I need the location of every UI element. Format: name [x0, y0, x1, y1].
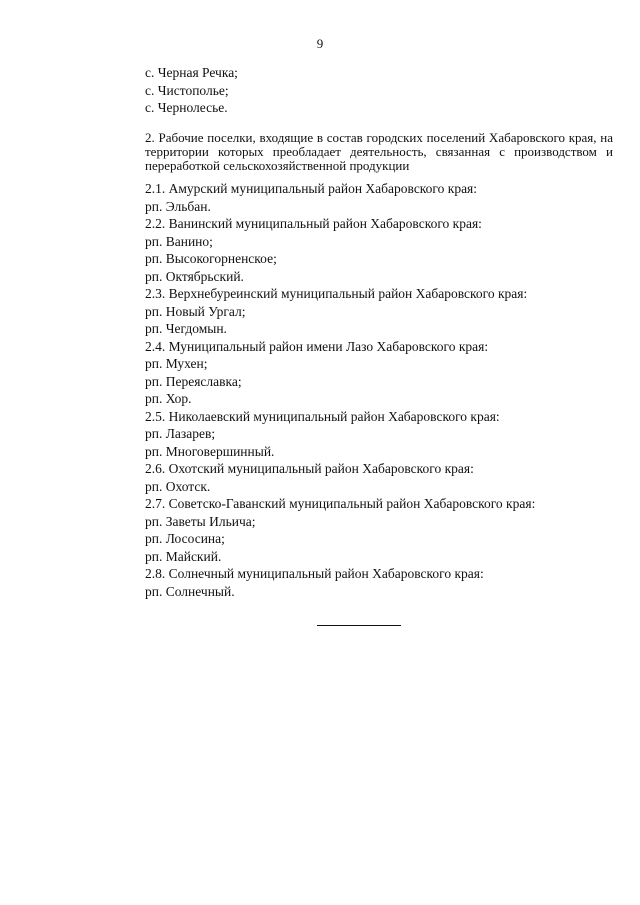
district-heading: 2.6. Охотский муниципальный район Хабаровского края: — [145, 461, 474, 476]
end-divider — [317, 625, 401, 626]
district-heading: 2.5. Николаевский муниципальный район Хабаровского края: — [145, 408, 500, 424]
list-item: рп. Переяславка; — [145, 373, 242, 389]
list-item: рп. Новый Ургал; — [145, 303, 246, 319]
village-list — [145, 64, 613, 117]
section-heading: 2. Рабочие поселки, входящие в состав городских поселений Хабаровского края, на территории которых преобладает деятельность, связанная с производством и переработкой сельскохозяйственной продукции — [145, 130, 613, 173]
district-heading: 2.8. Солнечный муниципальный район Хабаровского края: — [145, 566, 484, 581]
list-item: с. Черная Речка; — [145, 65, 238, 80]
district-heading: 2.1. Амурский муниципальный район Хабаровского края: — [145, 181, 478, 196]
district-list — [145, 180, 613, 600]
list-item: рп. Солнечный. — [145, 583, 235, 599]
list-item: рп. Ванино; — [145, 233, 213, 249]
list-item: рп. Высокогорненское; — [145, 251, 277, 266]
district-heading: 2.4. Муниципальный район имени Лазо Хабаровского края: — [145, 338, 489, 354]
list-item: с. Чистополье; — [145, 82, 229, 98]
list-item: рп. Чегдомын. — [145, 321, 227, 336]
list-item: рп. Заветы Ильича; — [145, 513, 256, 529]
page-number: 9 — [316, 36, 324, 51]
district-heading: 2.7. Советско-Гаванский муниципальный район Хабаровского края: — [145, 496, 536, 511]
list-item: рп. Октябрьский. — [145, 268, 244, 284]
list-item: рп. Лососина; — [145, 531, 225, 546]
list-item: рп. Лазарев; — [145, 426, 216, 441]
list-item: рп. Майский. — [145, 548, 222, 564]
list-item: рп. Многовершинный. — [145, 443, 275, 459]
district-heading: 2.3. Верхнебуреинский муниципальный район Хабаровского края: — [145, 286, 528, 301]
list-item: рп. Охотск. — [145, 478, 211, 494]
list-item: с. Чернолесье. — [145, 100, 228, 115]
list-item: рп. Эльбан. — [145, 198, 211, 214]
district-heading: 2.2. Ванинский муниципальный район Хабаровского края: — [145, 216, 482, 231]
list-item: рп. Хор. — [145, 391, 192, 406]
list-item: рп. Мухен; — [145, 356, 208, 371]
